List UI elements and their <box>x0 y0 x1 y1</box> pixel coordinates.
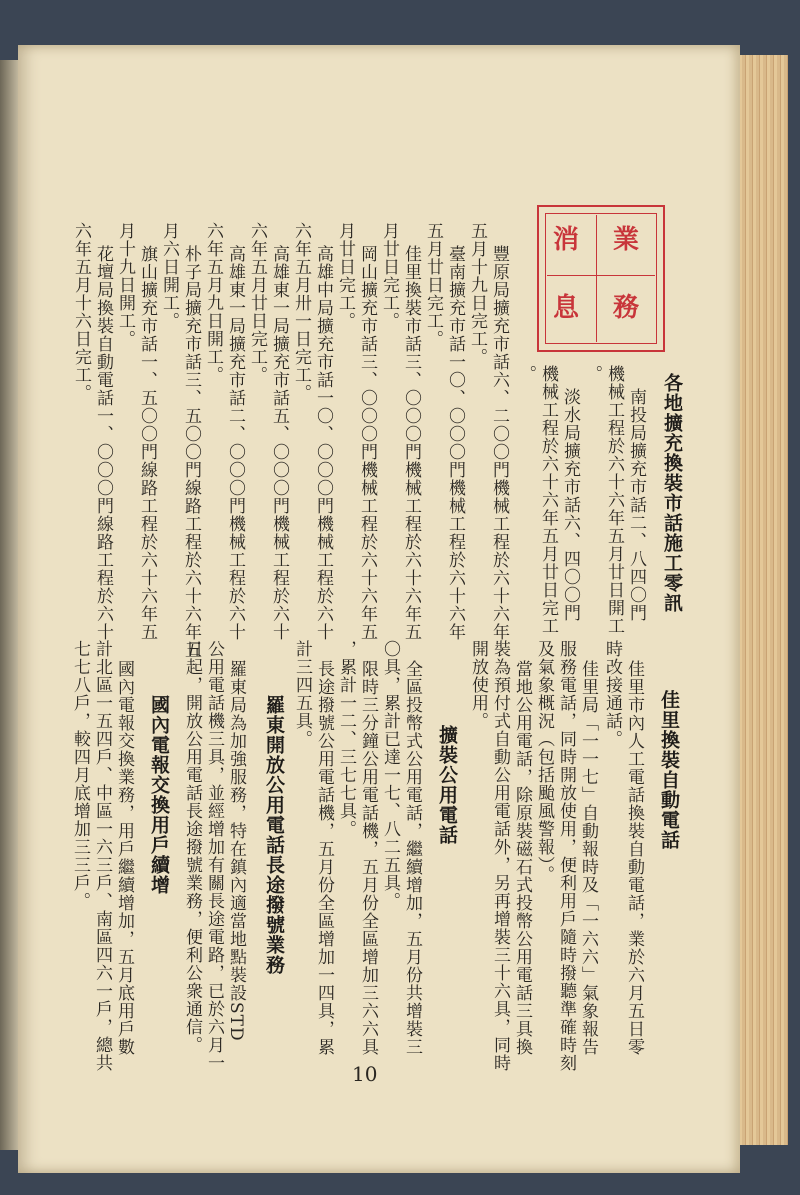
text-column: 羅東局為加強服務，特在鎮內適當地點裝設STD <box>226 660 246 1042</box>
text-column: 臺南擴充市話一〇、〇〇〇門機械工程於六十六年 <box>445 245 465 641</box>
text-column: 佳里市內人工電話換裝自動電話，業於六月五日零 <box>624 660 644 1056</box>
text-column: 五月十九日完工。 <box>467 222 487 366</box>
article-heading: 羅東開放公用電話長途撥號業務 <box>263 695 285 975</box>
stamp-char: 業 <box>613 225 640 255</box>
text-column: 。 <box>582 365 602 383</box>
text-column: 月廿日完工。 <box>335 222 355 330</box>
text-column: 高雄東一局擴充市話二、〇〇〇門機械工程於六十 <box>225 245 245 641</box>
text-column: 當地公用電話，除原裝磁石式投幣公用電話三具換 <box>512 660 532 1056</box>
stamp-char: 息 <box>553 293 580 323</box>
text-column: 岡山擴充市話三、〇〇〇門機械工程於六十六年五 <box>357 245 377 641</box>
text-column: 六年五月九日開工。 <box>203 222 223 384</box>
text-column: 月十九日開工。 <box>115 222 135 348</box>
text-column: 南投局擴充市話二、八四〇門 <box>626 388 646 622</box>
text-column: 旗山擴充市話一、五〇〇門線路工程於六十六年五 <box>137 245 157 641</box>
text-column: 限時三分鐘公用電話機，五月份全區增加三六六具 <box>358 660 378 1056</box>
text-column: 公用電話機三具，並經增加有關長途電路，已於六月一 <box>204 640 224 1072</box>
stamp-char: 消 <box>553 225 580 255</box>
text-column: 計北區一五四戶、中區一六三戶、南區四六一戶，總共 <box>92 640 112 1072</box>
text-column: 花壇局換裝自動電話一、〇〇〇門線路工程於六十 <box>93 245 113 641</box>
text-column: 日起，開放公用電話長途撥號業務，便利公衆通信。 <box>182 640 202 1054</box>
text-column: 裝為預付式自動公用電話外，另再增裝三十六具，同時 <box>490 640 510 1072</box>
text-column: 佳里局「一一七」自動報時及「一六六」氣象報告 <box>578 660 598 1056</box>
article-heading: 佳里換裝自動電話 <box>658 690 680 850</box>
page-number: 10 <box>352 1062 378 1086</box>
text-column: 朴子局擴充市話三、五〇〇門線路工程於六十六年五 <box>181 245 201 659</box>
text-column: 長途撥號公用電話機，五月份全區增加一四具，累 <box>314 660 334 1056</box>
article-heading: 擴裝公用電話 <box>436 725 458 845</box>
text-column: 機械工程於六十六年五月廿日完工 <box>538 365 558 635</box>
text-column: 淡水局擴充市話六、四〇〇門 <box>560 388 580 622</box>
text-column: 計三四五具。 <box>292 640 312 748</box>
text-column: 六年五月卅一日完工。 <box>291 222 311 402</box>
text-column: 六年五月十六日完工。 <box>71 222 91 402</box>
article-heading: 國內電報交換用戶續增 <box>148 695 170 895</box>
text-column: 五月廿日完工。 <box>423 222 443 348</box>
text-column: ，累計一二、三七七具。 <box>336 640 356 838</box>
text-column: 高雄中局擴充市話一〇、〇〇〇門機械工程於六十 <box>313 245 333 641</box>
article-heading: 各地擴充換裝市話施工零訊 <box>661 373 683 613</box>
text-column: 七七八戶，較四月底增加三三戶。 <box>70 640 90 910</box>
text-column: 全區投幣式公用電話，繼續增加，五月份共增裝三 <box>402 660 422 1056</box>
text-column: 月廿日完工。 <box>379 222 399 330</box>
text-column: 〇具，累計已達一七、八二五具。 <box>380 640 400 910</box>
book-page <box>18 45 740 1173</box>
text-column: 佳里換裝市話三、〇〇〇門機械工程於六十六年五 <box>401 245 421 641</box>
book-binding <box>0 60 20 1150</box>
text-column: 機械工程於六十六年五月廿日開工 <box>604 365 624 635</box>
stamp-char: 務 <box>613 293 640 323</box>
text-column: 開放使用。 <box>468 640 488 730</box>
text-column: 服務電話，同時開放使用，便利用戶隨時撥聽準確時刻 <box>556 640 576 1072</box>
text-column: 國內電報交換業務，用戶繼續增加，五月底用戶數 <box>114 660 134 1056</box>
text-column: 豐原局擴充市話六、二〇〇門機械工程於六十六年 <box>489 245 509 641</box>
text-column: 高雄東一局擴充市話五、〇〇〇門機械工程於六十 <box>269 245 289 641</box>
text-column: 。 <box>516 365 536 383</box>
text-column: 六年五月廿日完工。 <box>247 222 267 384</box>
business-news-stamp <box>537 205 665 352</box>
text-column: 及氣象概況（包括颱風警報）。 <box>534 640 554 884</box>
text-column: 月六日開工。 <box>159 222 179 330</box>
text-column: 時改接通話。 <box>602 640 622 748</box>
